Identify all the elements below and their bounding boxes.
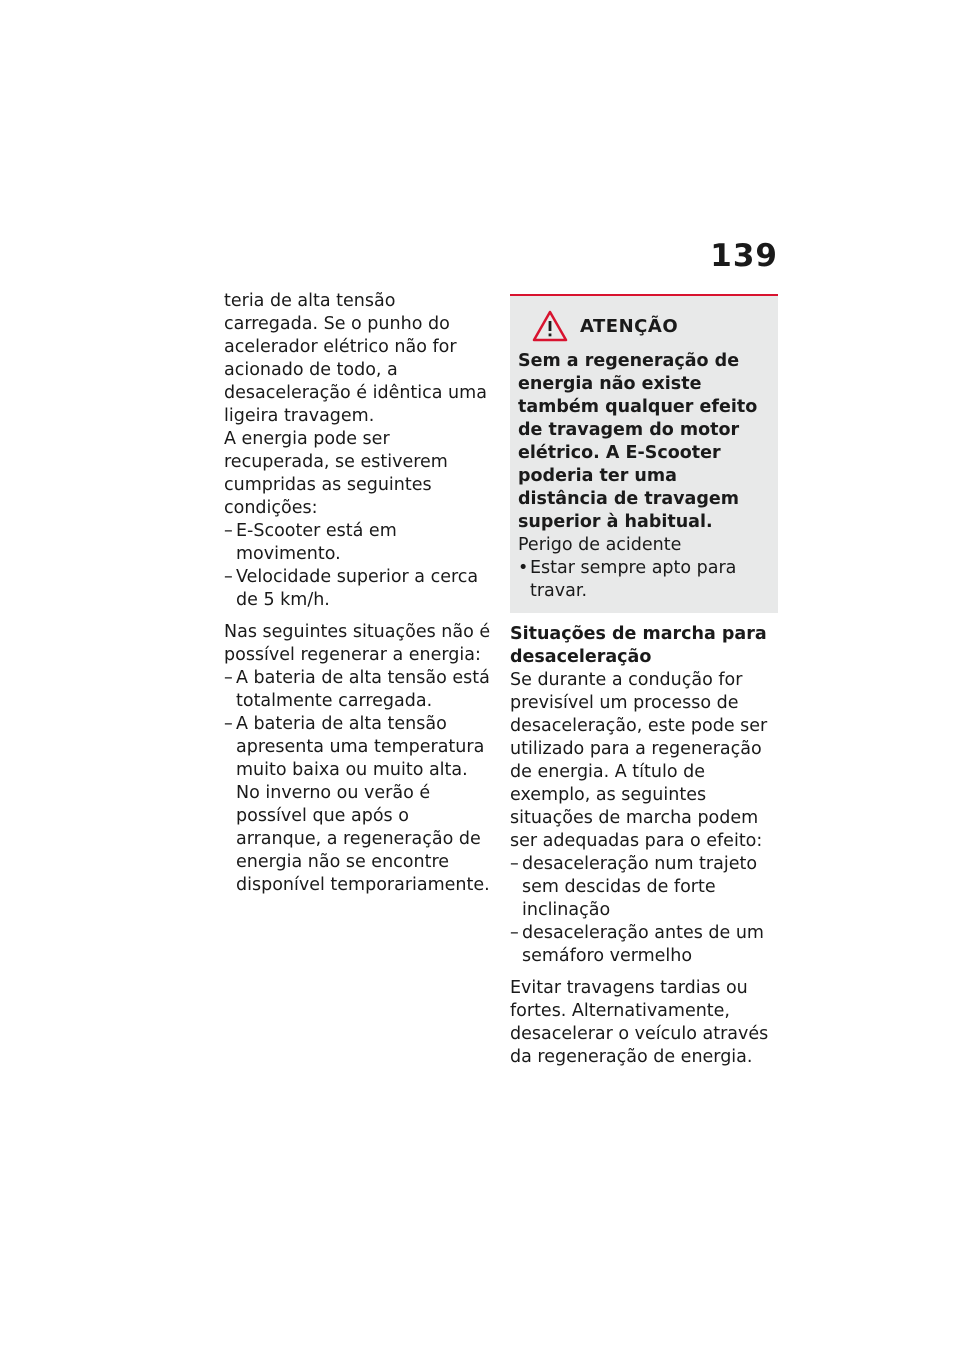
dash-marker: –: [224, 521, 233, 541]
right-column: [510, 294, 778, 1069]
warning-box: [510, 294, 778, 613]
warning-title: ATENÇÃO: [580, 315, 679, 337]
list-item: – desaceleração antes de um semáforo vermelho: [510, 923, 764, 966]
dash-marker: –: [224, 668, 233, 688]
advice-paragraph: Evitar travagens tardias ou fortes. Alternativamente, desacelerar o veículo através da regeneração de energia.: [510, 978, 769, 1067]
dash-marker: –: [224, 567, 233, 587]
warning-header: [532, 310, 770, 342]
section-heading: Situações de marcha para desaceleração: [510, 624, 767, 667]
no-regen-list: [224, 667, 492, 897]
page-number: 139: [710, 238, 778, 274]
list-item: – E-Scooter está em movimento.: [224, 521, 397, 564]
list-item: – A bateria de alta tensão está totalmente carregada.: [224, 668, 490, 711]
warning-triangle-icon: [532, 310, 568, 342]
list-item: – desaceleração num trajeto sem descidas de forte inclinação: [510, 854, 758, 920]
dash-marker: –: [510, 854, 519, 874]
section-intro: Se durante a condução for previsível um processo de desaceleração, este pode ser utilizado para a regeneração de energia. A título de exemplo, as seguintes situações de marcha podem ser adequadas para o efeito:: [510, 670, 768, 851]
dash-marker: –: [224, 714, 233, 734]
intro-paragraph: teria de alta tensão carregada. Se o punho do acelerador elétrico não for acionado de todo, a desaceleração é idêntica uma ligeira travagem.: [224, 291, 487, 426]
warning-bullet: • Estar sempre apto para travar.: [518, 558, 737, 601]
list-item: – A bateria de alta tensão apresenta uma temperatura muito baixa ou muito alta. No inverno ou verão é possível que após o arranque, a regeneração de energia não se encontre disponível temporariamente.: [224, 714, 490, 895]
recovery-intro: A energia pode ser recuperada, se estiverem cumpridas as seguintes condições:: [224, 429, 448, 518]
dash-marker: –: [510, 923, 519, 943]
bullet-marker: •: [518, 558, 529, 578]
no-regen-intro: Nas seguintes situações não é possível regenerar a energia:: [224, 622, 491, 665]
left-column: [224, 290, 492, 897]
situations-list: [510, 853, 778, 968]
list-item: – Velocidade superior a cerca de 5 km/h.: [224, 567, 479, 610]
conditions-list: [224, 520, 492, 612]
warning-hazard: Perigo de acidente: [518, 535, 682, 555]
warning-message: Sem a regeneração de energia não existe também qualquer efeito de travagem do motor elétrico. A E-Scooter poderia ter uma distância de travagem superior à habitual.: [518, 351, 758, 532]
